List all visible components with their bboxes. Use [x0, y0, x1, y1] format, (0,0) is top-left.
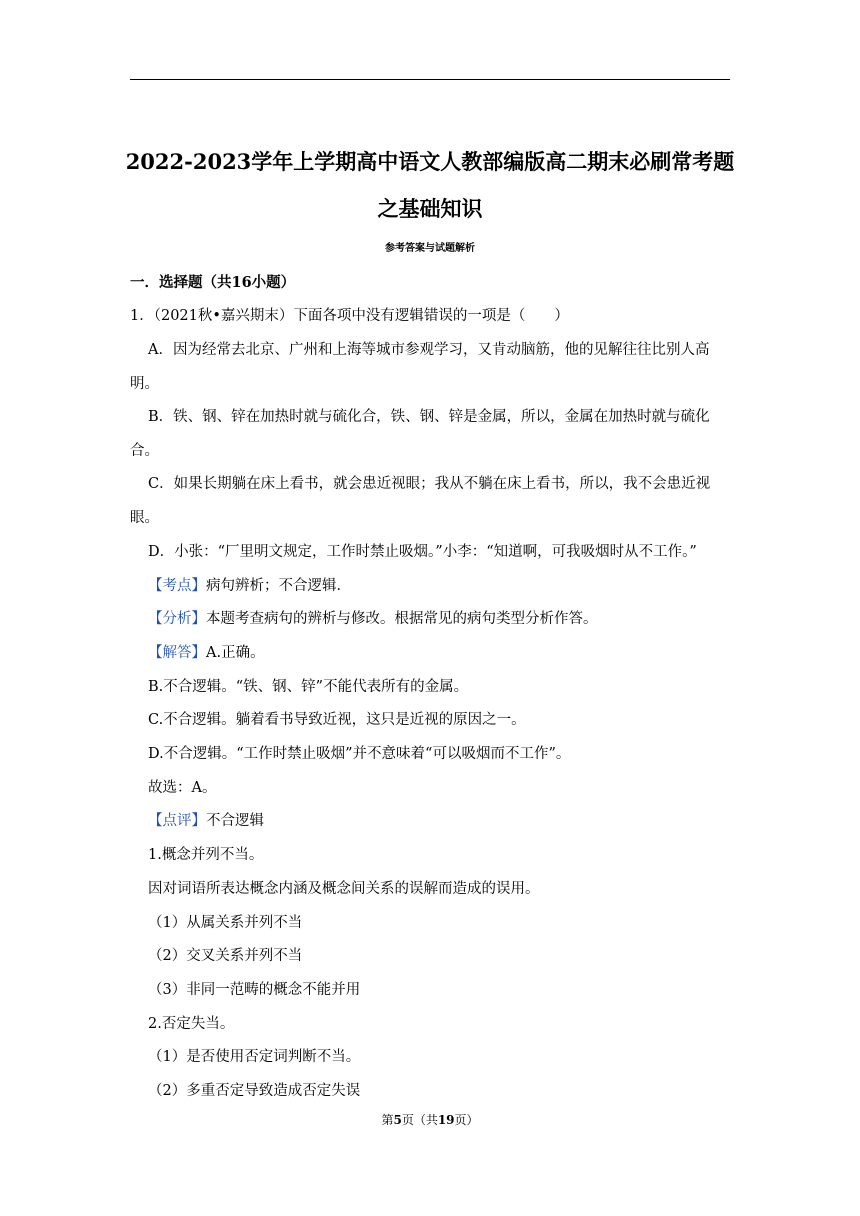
jieda-text: A.正确。 — [206, 645, 265, 661]
kaodian-bracket-close: 】 — [191, 578, 206, 594]
footer-total-pages: 19 — [437, 1113, 455, 1127]
answer-b: B.不合逻辑。“铁、钢、锌”不能代表所有的金属。 — [148, 679, 469, 695]
dianping-text: 不合逻辑 — [206, 813, 264, 829]
footer-suffix: 页） — [454, 1113, 479, 1127]
note-paragraph: 因对词语所表达概念内涵及概念间关系的误解而造成的误用。 — [148, 881, 540, 897]
note-point-2: 2.否定失当。 — [148, 1016, 235, 1032]
section-heading: 一．选择题（共16小题） — [130, 274, 296, 291]
doc-title-line-2: 之基础知识 — [377, 196, 483, 221]
option-a-line-2: 明。 — [130, 376, 159, 392]
kaodian-bracket-open: 【 — [148, 578, 163, 594]
answer-choice: 故选：A。 — [148, 780, 217, 796]
fenxi-bracket-open: 【 — [148, 611, 163, 627]
dianping-bracket-open: 【 — [148, 813, 163, 829]
page-footer — [0, 1111, 860, 1128]
jieda-label: 解答 — [162, 645, 192, 661]
fenxi-label: 分析 — [162, 611, 192, 627]
option-c-line-2: 眼。 — [130, 510, 159, 526]
note-sub-2: （2）交叉关系并列不当 — [148, 948, 303, 964]
fenxi-bracket-close: 】 — [191, 611, 206, 627]
jieda-bracket-open: 【 — [148, 645, 163, 661]
answer-c: C.不合逻辑。躺着看书导致近视，这只是近视的原因之一。 — [148, 712, 526, 728]
note-sub-5: （2）多重否定导致造成否定失误 — [148, 1083, 361, 1099]
dianping-label: 点评 — [162, 813, 192, 829]
note-point-1: 1.概念并列不当。 — [148, 847, 264, 863]
jieda-row — [148, 641, 265, 662]
doc-subtitle: 参考答案与试题解析 — [385, 243, 475, 254]
kaodian-label: 考点 — [162, 578, 192, 594]
footer-prefix: 第 — [381, 1113, 394, 1127]
option-d: D．小张：“厂里明文规定，工作时禁止吸烟。”小李：“知道啊，可我吸烟时从不工作。” — [148, 544, 697, 560]
note-sub-4: （1）是否使用否定词判断不当。 — [148, 1049, 361, 1065]
option-b-line-1: B．铁、钢、锌在加热时就与硫化合，铁、钢、锌是金属，所以，金属在加热时就与硫化 — [148, 409, 710, 425]
kaodian-text: 病句辨析；不合逻辑． — [206, 578, 351, 594]
option-b-line-2: 合。 — [130, 443, 159, 459]
fenxi-text: 本题考查病句的辨析与修改。根据常见的病句类型分析作答。 — [206, 611, 598, 627]
footer-page-number: 5 — [393, 1113, 402, 1127]
note-sub-1: （1）从属关系并列不当 — [148, 915, 303, 931]
dianping-bracket-close: 】 — [191, 813, 206, 829]
dianping-row — [148, 809, 264, 830]
option-c-line-1: C．如果长期躺在床上看书，就会患近视眼；我从不躺在床上看书，所以，我不会患近视 — [148, 476, 711, 492]
note-sub-3: （3）非同一范畴的概念不能并用 — [148, 982, 361, 998]
option-a-line-1: A．因为经常去北京、广州和上海等城市参观学习，又肯动脑筋，他的见解往往比别人高 — [148, 342, 710, 358]
jieda-bracket-close: 】 — [191, 645, 206, 661]
answer-d: D.不合逻辑。“工作时禁止吸烟”并不意味着“可以吸烟而不工作”。 — [148, 746, 571, 762]
kaodian-row — [148, 574, 351, 595]
header-rule — [130, 79, 730, 80]
question-stem: 1．（2021秋•嘉兴期末）下面各项中没有逻辑错误的一项是（ ） — [130, 308, 569, 324]
footer-mid: 页（共 — [401, 1113, 438, 1127]
doc-title-line-1: 2022-2023学年上学期高中语文人教部编版高二期末必刷常考题 — [125, 149, 735, 174]
fenxi-row — [148, 607, 598, 628]
